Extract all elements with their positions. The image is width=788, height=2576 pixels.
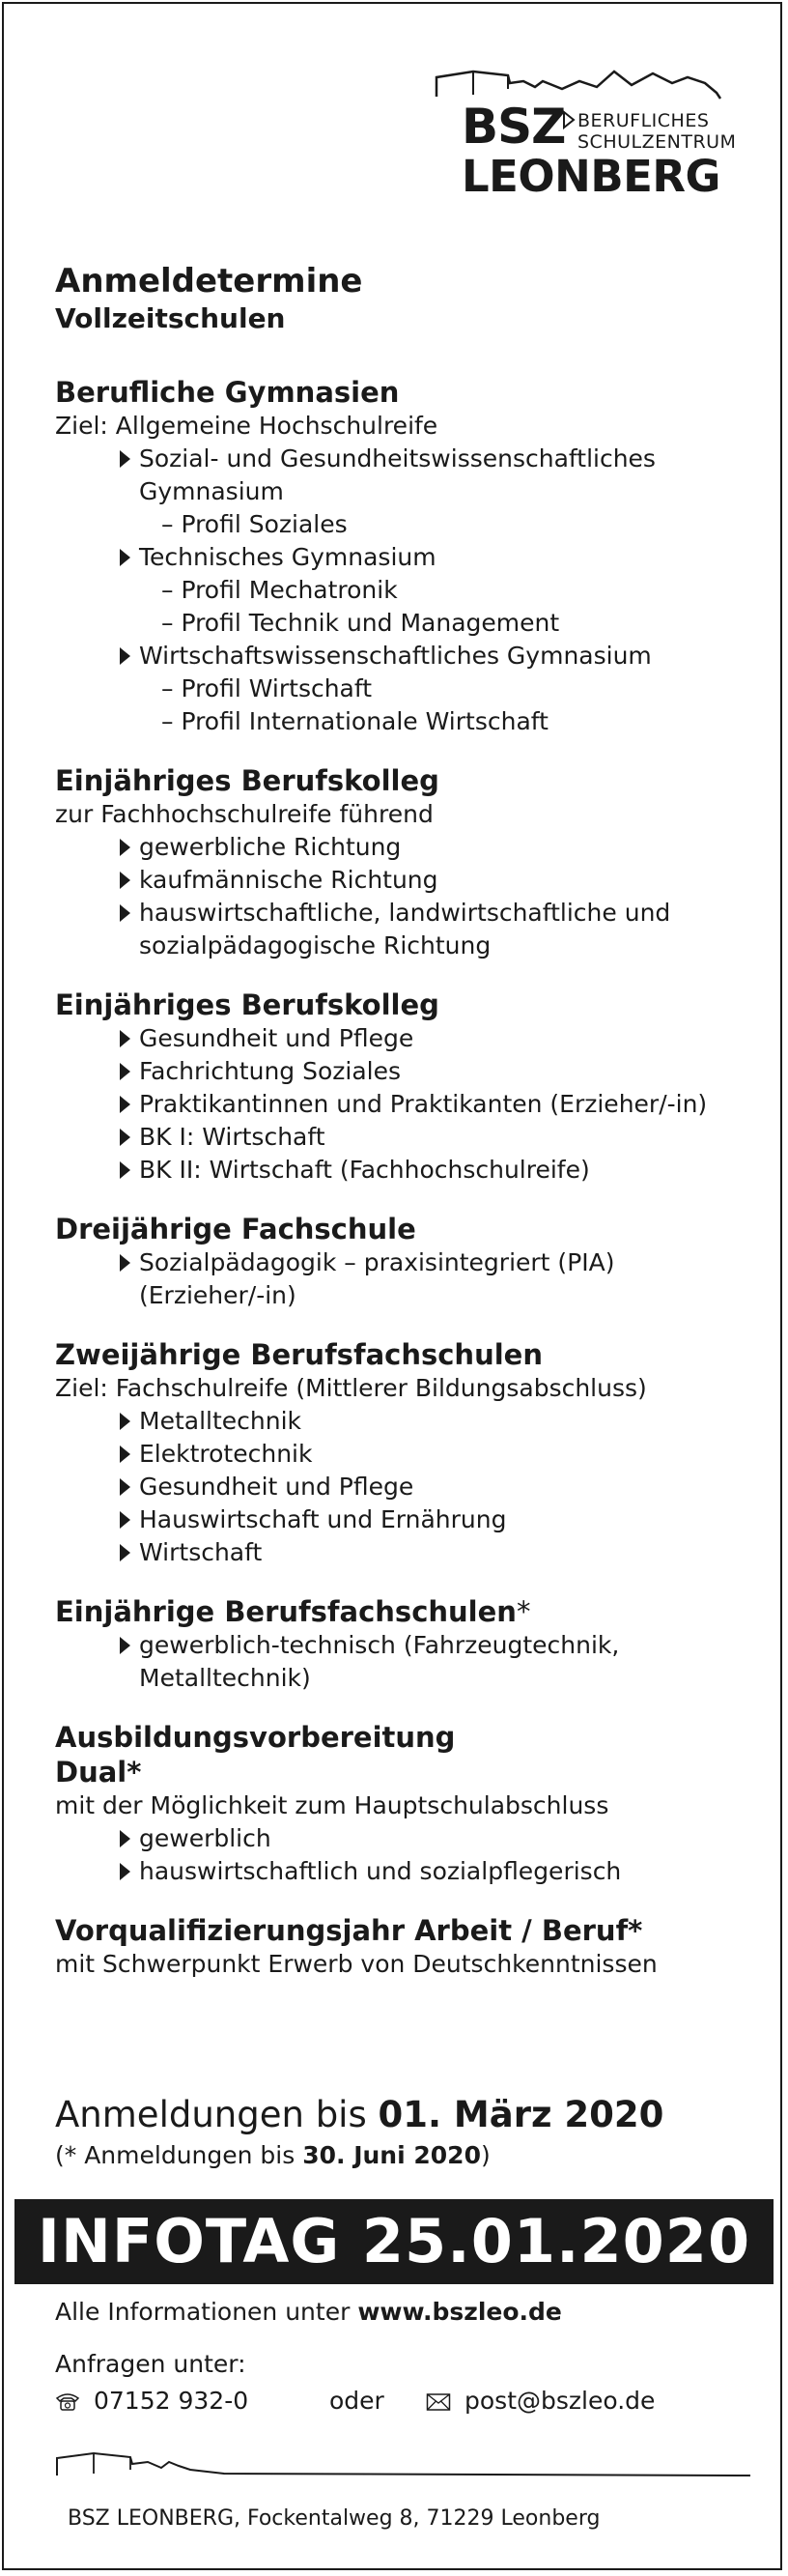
school-address: BSZ LEONBERG, Fockentalweg 8, 71229 Leonberg (68, 2506, 601, 2531)
section-title: Einjähriges Berufskolleg (55, 988, 439, 1021)
website-link[interactable]: www.bszleo.de (357, 2298, 562, 2326)
section-vorqualifizierungsjahr (55, 1913, 750, 1981)
list-item-cont: Gymnasium (139, 477, 284, 505)
list-item: Metalltechnik (55, 1405, 750, 1438)
school-logo (435, 60, 737, 205)
list-item: kaufmännische Richtung (55, 864, 750, 897)
section-title: Zweijährige Berufsfachschulen (55, 1338, 543, 1371)
phone-number: 07152 932-0 (94, 2387, 249, 2415)
email-address: post@bszleo.de (464, 2387, 656, 2415)
list-item-cont: sozialpädagogische Richtung (139, 931, 492, 959)
logo-subtitle (577, 110, 736, 153)
profile-item: – Profil Internationale Wirtschaft (161, 707, 549, 735)
list-item: Hauswirtschaft und Ernährung (55, 1503, 750, 1536)
email-contact[interactable] (426, 2385, 655, 2418)
section-title: Dreijährige Fachschule (55, 1213, 416, 1245)
list-item: Sozialpädagogik – praxisintegriert (PIA) (55, 1246, 750, 1279)
logo-arrow-icon (562, 110, 576, 129)
section-title-text: Einjährige Berufsfachschulen (55, 1595, 517, 1628)
list-item: BK II: Wirtschaft (Fachhochschulreife) (55, 1154, 750, 1187)
info-prefix: Alle Informationen unter (55, 2298, 358, 2326)
list-item: Wirtschaft (55, 1536, 750, 1569)
list-item: hauswirtschaftliche, landwirtschaftliche und (55, 897, 750, 930)
list-item-cont: Metalltechnik) (139, 1664, 311, 1692)
contact-footer (55, 2296, 750, 2423)
deadline-note (55, 2139, 750, 2172)
section-title: Ausbildungsvorbereitung (55, 1721, 456, 1754)
logo-line2: SCHULZENTRUM (577, 131, 737, 153)
list-item: gewerblich-technisch (Fahrzeugtechnik, (55, 1629, 750, 1662)
envelope-icon (426, 2392, 451, 2412)
deadline-prefix: Anmeldungen bis (55, 2094, 379, 2135)
section-intro: mit der Möglichkeit zum Hauptschulabschluss (55, 1791, 609, 1819)
list-item: Gesundheit und Pflege (55, 1471, 750, 1503)
section-intro: zur Fachhochschulreife führend (55, 800, 434, 828)
profile-item: – Profil Mechatronik (161, 576, 398, 604)
or-text: oder (329, 2387, 384, 2415)
logo-city: LEONBERG (462, 151, 720, 202)
footer-skyline-icon (55, 2445, 750, 2483)
list-item-cont: (Erzieher/-in) (139, 1281, 296, 1309)
section-title: Berufliche Gymnasien (55, 376, 400, 409)
list-item: gewerbliche Richtung (55, 831, 750, 864)
deadline-date: 01. März 2020 (378, 2094, 664, 2135)
deadline-note-prefix: (* Anmeldungen bis (55, 2141, 303, 2169)
registration-deadline (55, 2093, 750, 2172)
contact-row (55, 2385, 750, 2423)
section-title: Vorqualifizierungsjahr Arbeit / Beruf* (55, 1914, 643, 1947)
list-item: Technisches Gymnasium (55, 541, 750, 574)
phone-contact[interactable] (55, 2385, 248, 2418)
page-subtitle: Vollzeitschulen (55, 302, 286, 334)
profile-item: – Profil Soziales (161, 510, 348, 538)
list-item: Sozial- und Gesundheitswissenschaftliches (55, 443, 750, 475)
list-item: Fachrichtung Soziales (55, 1055, 750, 1088)
profile-item: – Profil Technik und Management (161, 609, 560, 637)
list-item: gewerblich (55, 1822, 750, 1855)
section-berufskolleg (55, 987, 750, 1187)
logo-abbr: BSZ (462, 99, 566, 155)
infotag-banner: INFOTAG 25.01.2020 (14, 2199, 774, 2284)
deadline-note-suffix: ) (480, 2141, 491, 2169)
section-berufliche-gymnasien (55, 375, 750, 738)
deadline-note-date: 30. Juni 2020 (302, 2141, 481, 2169)
contact-label: Anfragen unter: (55, 2350, 246, 2378)
logo-line1: BERUFLICHES (577, 110, 710, 131)
section-ausbildungsvorbereitung (55, 1720, 750, 1888)
skyline-icon (435, 60, 724, 102)
section-title: Einjähriges Berufskolleg (55, 764, 439, 797)
list-item: Praktikantinnen und Praktikanten (Erzieher/-in) (55, 1088, 750, 1121)
main-content (55, 261, 750, 2006)
profile-item: – Profil Wirtschaft (161, 674, 373, 702)
page-title: Anmeldetermine (55, 262, 363, 301)
list-item: hauswirtschaftlich und sozialpflegerisch (55, 1855, 750, 1888)
section-title (55, 1594, 750, 1629)
list-item: Wirtschaftswissenschaftliches Gymnasium (55, 640, 750, 673)
list-item: BK I: Wirtschaft (55, 1121, 750, 1154)
section-goal: Ziel: Allgemeine Hochschulreife (55, 412, 438, 440)
section-intro: mit Schwerpunkt Erwerb von Deutschkenntnissen (55, 1950, 658, 1978)
section-goal: Ziel: Fachschulreife (Mittlerer Bildungsabschluss) (55, 1374, 647, 1402)
section-title-line2: Dual* (55, 1756, 142, 1789)
section-zweijaehrige-bfs (55, 1337, 750, 1569)
list-item: Elektrotechnik (55, 1438, 750, 1471)
deadline-main (55, 2093, 750, 2137)
phone-icon (55, 2390, 80, 2412)
section-einjaehrige-bfs (55, 1594, 750, 1695)
list-item: Gesundheit und Pflege (55, 1022, 750, 1055)
section-berufskolleg-fhr (55, 763, 750, 962)
section-fachschule (55, 1212, 750, 1312)
footnote-star: * (516, 1595, 531, 1628)
info-line (55, 2296, 750, 2329)
